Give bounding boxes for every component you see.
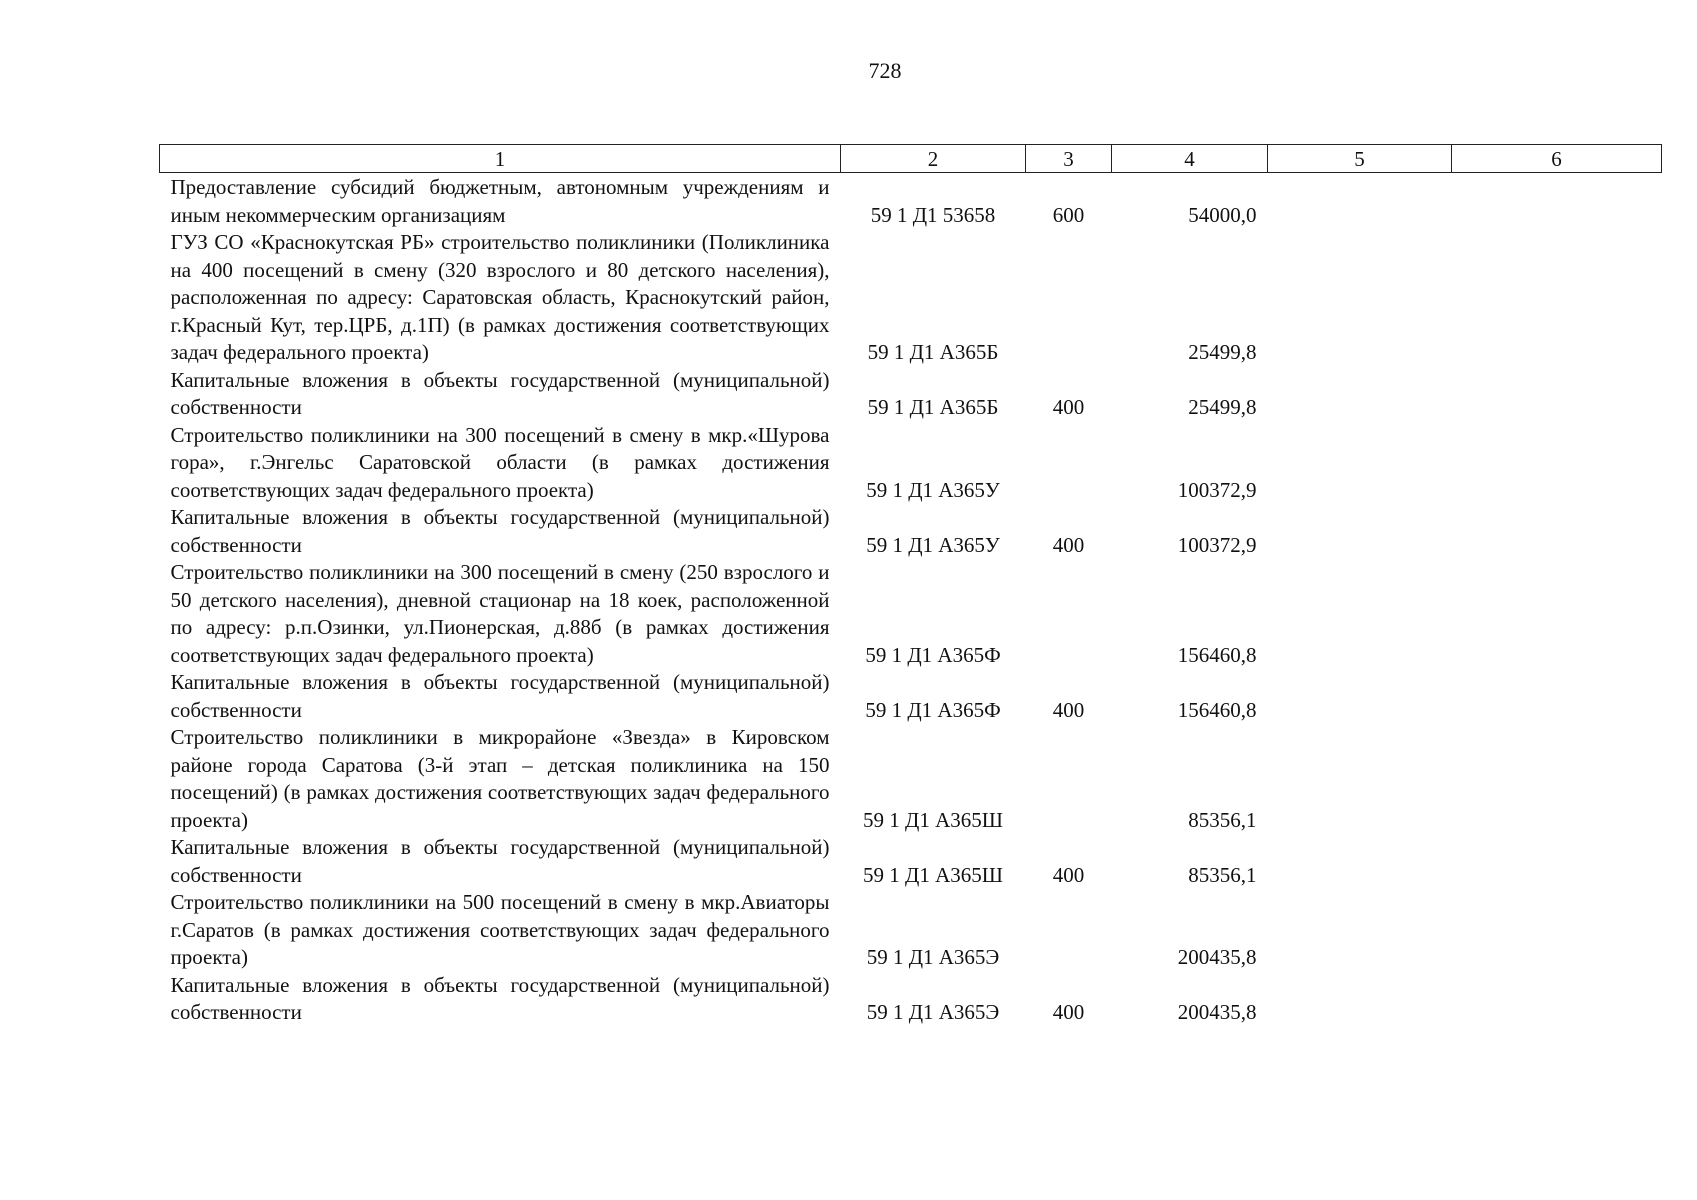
row-amount: 25499,8 xyxy=(1188,395,1257,419)
row-col-6 xyxy=(1452,889,1662,972)
row-expense-type: 400 xyxy=(1052,697,1085,722)
row-amount: 156460,8 xyxy=(1177,642,1257,667)
row-name: Строительство поликлиники в микрорайоне «Звезда» в Кировском районе города Саратова (3-й этап – детская поликлиника на 150 посещений) (в рамках достижения соответствующих задач федерального проекта) xyxy=(170,725,830,832)
column-header-6: 6 xyxy=(1452,145,1662,173)
row-col-5 xyxy=(1268,972,1452,1027)
row-name: Капитальные вложения в объекты государственной (муниципальной) собственности xyxy=(170,972,830,1024)
row-code: 59 1 Д1 А365Ф xyxy=(865,697,1001,722)
budget-table xyxy=(159,144,1662,1027)
row-col-5 xyxy=(1268,724,1452,834)
row-expense-type: 400 xyxy=(1052,1000,1085,1024)
table-row xyxy=(160,504,1662,559)
row-col-6 xyxy=(1452,559,1662,669)
row-code: 59 1 Д1 А365У xyxy=(866,477,1000,502)
table-row xyxy=(160,229,1662,367)
table-row xyxy=(160,724,1662,834)
row-code: 59 1 Д1 А365Б xyxy=(867,340,999,364)
row-amount: 25499,8 xyxy=(1188,340,1257,364)
page-number: 728 xyxy=(868,58,902,83)
column-header-1: 1 xyxy=(160,145,841,173)
row-col-6 xyxy=(1452,669,1662,724)
row-col-6 xyxy=(1452,422,1662,505)
row-name: Капитальные вложения в объекты государственной (муниципальной) собственности xyxy=(170,505,830,557)
table-row xyxy=(160,173,1662,230)
row-name: Предоставление субсидий бюджетным, автономным учреждениям и иным некоммерческим организациям xyxy=(170,175,830,227)
row-expense-type: 400 xyxy=(1052,532,1085,557)
row-col-6 xyxy=(1452,834,1662,889)
row-name: Капитальные вложения в объекты государственной (муниципальной) собственности xyxy=(170,670,830,722)
row-col-5 xyxy=(1268,669,1452,724)
row-name: Капитальные вложения в объекты государственной (муниципальной) собственности xyxy=(170,835,830,887)
row-expense-type xyxy=(1026,229,1112,367)
column-header-4: 4 xyxy=(1112,145,1268,173)
row-name: Строительство поликлиники на 300 посещений в смену (250 взрослого и 50 детского населения), дневной стационар на 18 коек, расположенной по адресу: р.п.Озинки, ул.Пионерская, д.88б (в рамках достижения соответствующих задач федерального проекта) xyxy=(170,560,830,667)
table-header xyxy=(160,145,1662,173)
row-col-6 xyxy=(1452,173,1662,230)
row-amount: 85356,1 xyxy=(1188,807,1257,832)
row-name: Капитальные вложения в объекты государственной (муниципальной) собственности xyxy=(170,367,830,419)
table-row xyxy=(160,367,1662,422)
row-col-5 xyxy=(1268,834,1452,889)
row-amount: 200435,8 xyxy=(1177,945,1257,969)
table-row xyxy=(160,559,1662,669)
table-row xyxy=(160,422,1662,505)
row-amount: 100372,9 xyxy=(1177,532,1257,557)
table-row xyxy=(160,972,1662,1027)
row-expense-type: 400 xyxy=(1052,395,1085,419)
row-code: 59 1 Д1 А365Э xyxy=(866,945,1000,969)
row-col-5 xyxy=(1268,559,1452,669)
column-header-3: 3 xyxy=(1026,145,1112,173)
row-col-6 xyxy=(1452,367,1662,422)
row-code: 59 1 Д1 А365Ш xyxy=(863,862,1003,887)
row-name: Строительство поликлиники на 300 посещений в смену в мкр.«Шурова гора», г.Энгельс Саратовской области (в рамках достижения соответствующих задач федерального проекта) xyxy=(170,422,830,502)
row-code: 59 1 Д1 А365Э xyxy=(866,1000,1000,1024)
row-col-5 xyxy=(1268,367,1452,422)
column-header-2: 2 xyxy=(841,145,1026,173)
row-code: 59 1 Д1 А365Ш xyxy=(863,807,1003,832)
row-expense-type xyxy=(1026,889,1112,972)
row-col-6 xyxy=(1452,724,1662,834)
row-expense-type xyxy=(1026,559,1112,669)
row-col-6 xyxy=(1452,504,1662,559)
table-body xyxy=(160,173,1662,1027)
row-code: 59 1 Д1 А365У xyxy=(866,532,1000,557)
row-col-6 xyxy=(1452,972,1662,1027)
row-code: 59 1 Д1 53658 xyxy=(870,202,996,227)
row-code: 59 1 Д1 А365Ф xyxy=(865,642,1001,667)
row-expense-type xyxy=(1026,724,1112,834)
table-row xyxy=(160,669,1662,724)
row-amount: 85356,1 xyxy=(1188,862,1257,887)
column-header-5: 5 xyxy=(1268,145,1452,173)
row-col-5 xyxy=(1268,422,1452,505)
row-name: Строительство поликлиники на 500 посещений в смену в мкр.Авиаторы г.Саратов (в рамках достижения соответствующих задач федерального проекта) xyxy=(170,890,830,969)
row-expense-type: 600 xyxy=(1052,202,1085,227)
row-code: 59 1 Д1 А365Б xyxy=(867,395,999,419)
row-name: ГУЗ СО «Краснокутская РБ» строительство поликлиники (Поликлиника на 400 посещений в смену (320 взрослого и 80 детского населения), расположенная по адресу: Саратовская область, Краснокутский район, г.Красный Кут, тер.ЦРБ, д.1П) (в рамках достижения соответствующих задач федерального проекта) xyxy=(170,230,830,364)
row-amount: 200435,8 xyxy=(1177,1000,1257,1024)
row-col-5 xyxy=(1268,504,1452,559)
row-amount: 100372,9 xyxy=(1177,477,1257,502)
table-row xyxy=(160,834,1662,889)
table-row xyxy=(160,889,1662,972)
header-row xyxy=(160,145,1662,173)
row-col-5 xyxy=(1268,889,1452,972)
row-col-5 xyxy=(1268,229,1452,367)
row-col-5 xyxy=(1268,173,1452,230)
row-expense-type: 400 xyxy=(1052,862,1085,887)
row-expense-type xyxy=(1026,422,1112,505)
row-amount: 156460,8 xyxy=(1177,697,1257,722)
row-col-6 xyxy=(1452,229,1662,367)
row-amount: 54000,0 xyxy=(1188,202,1257,227)
